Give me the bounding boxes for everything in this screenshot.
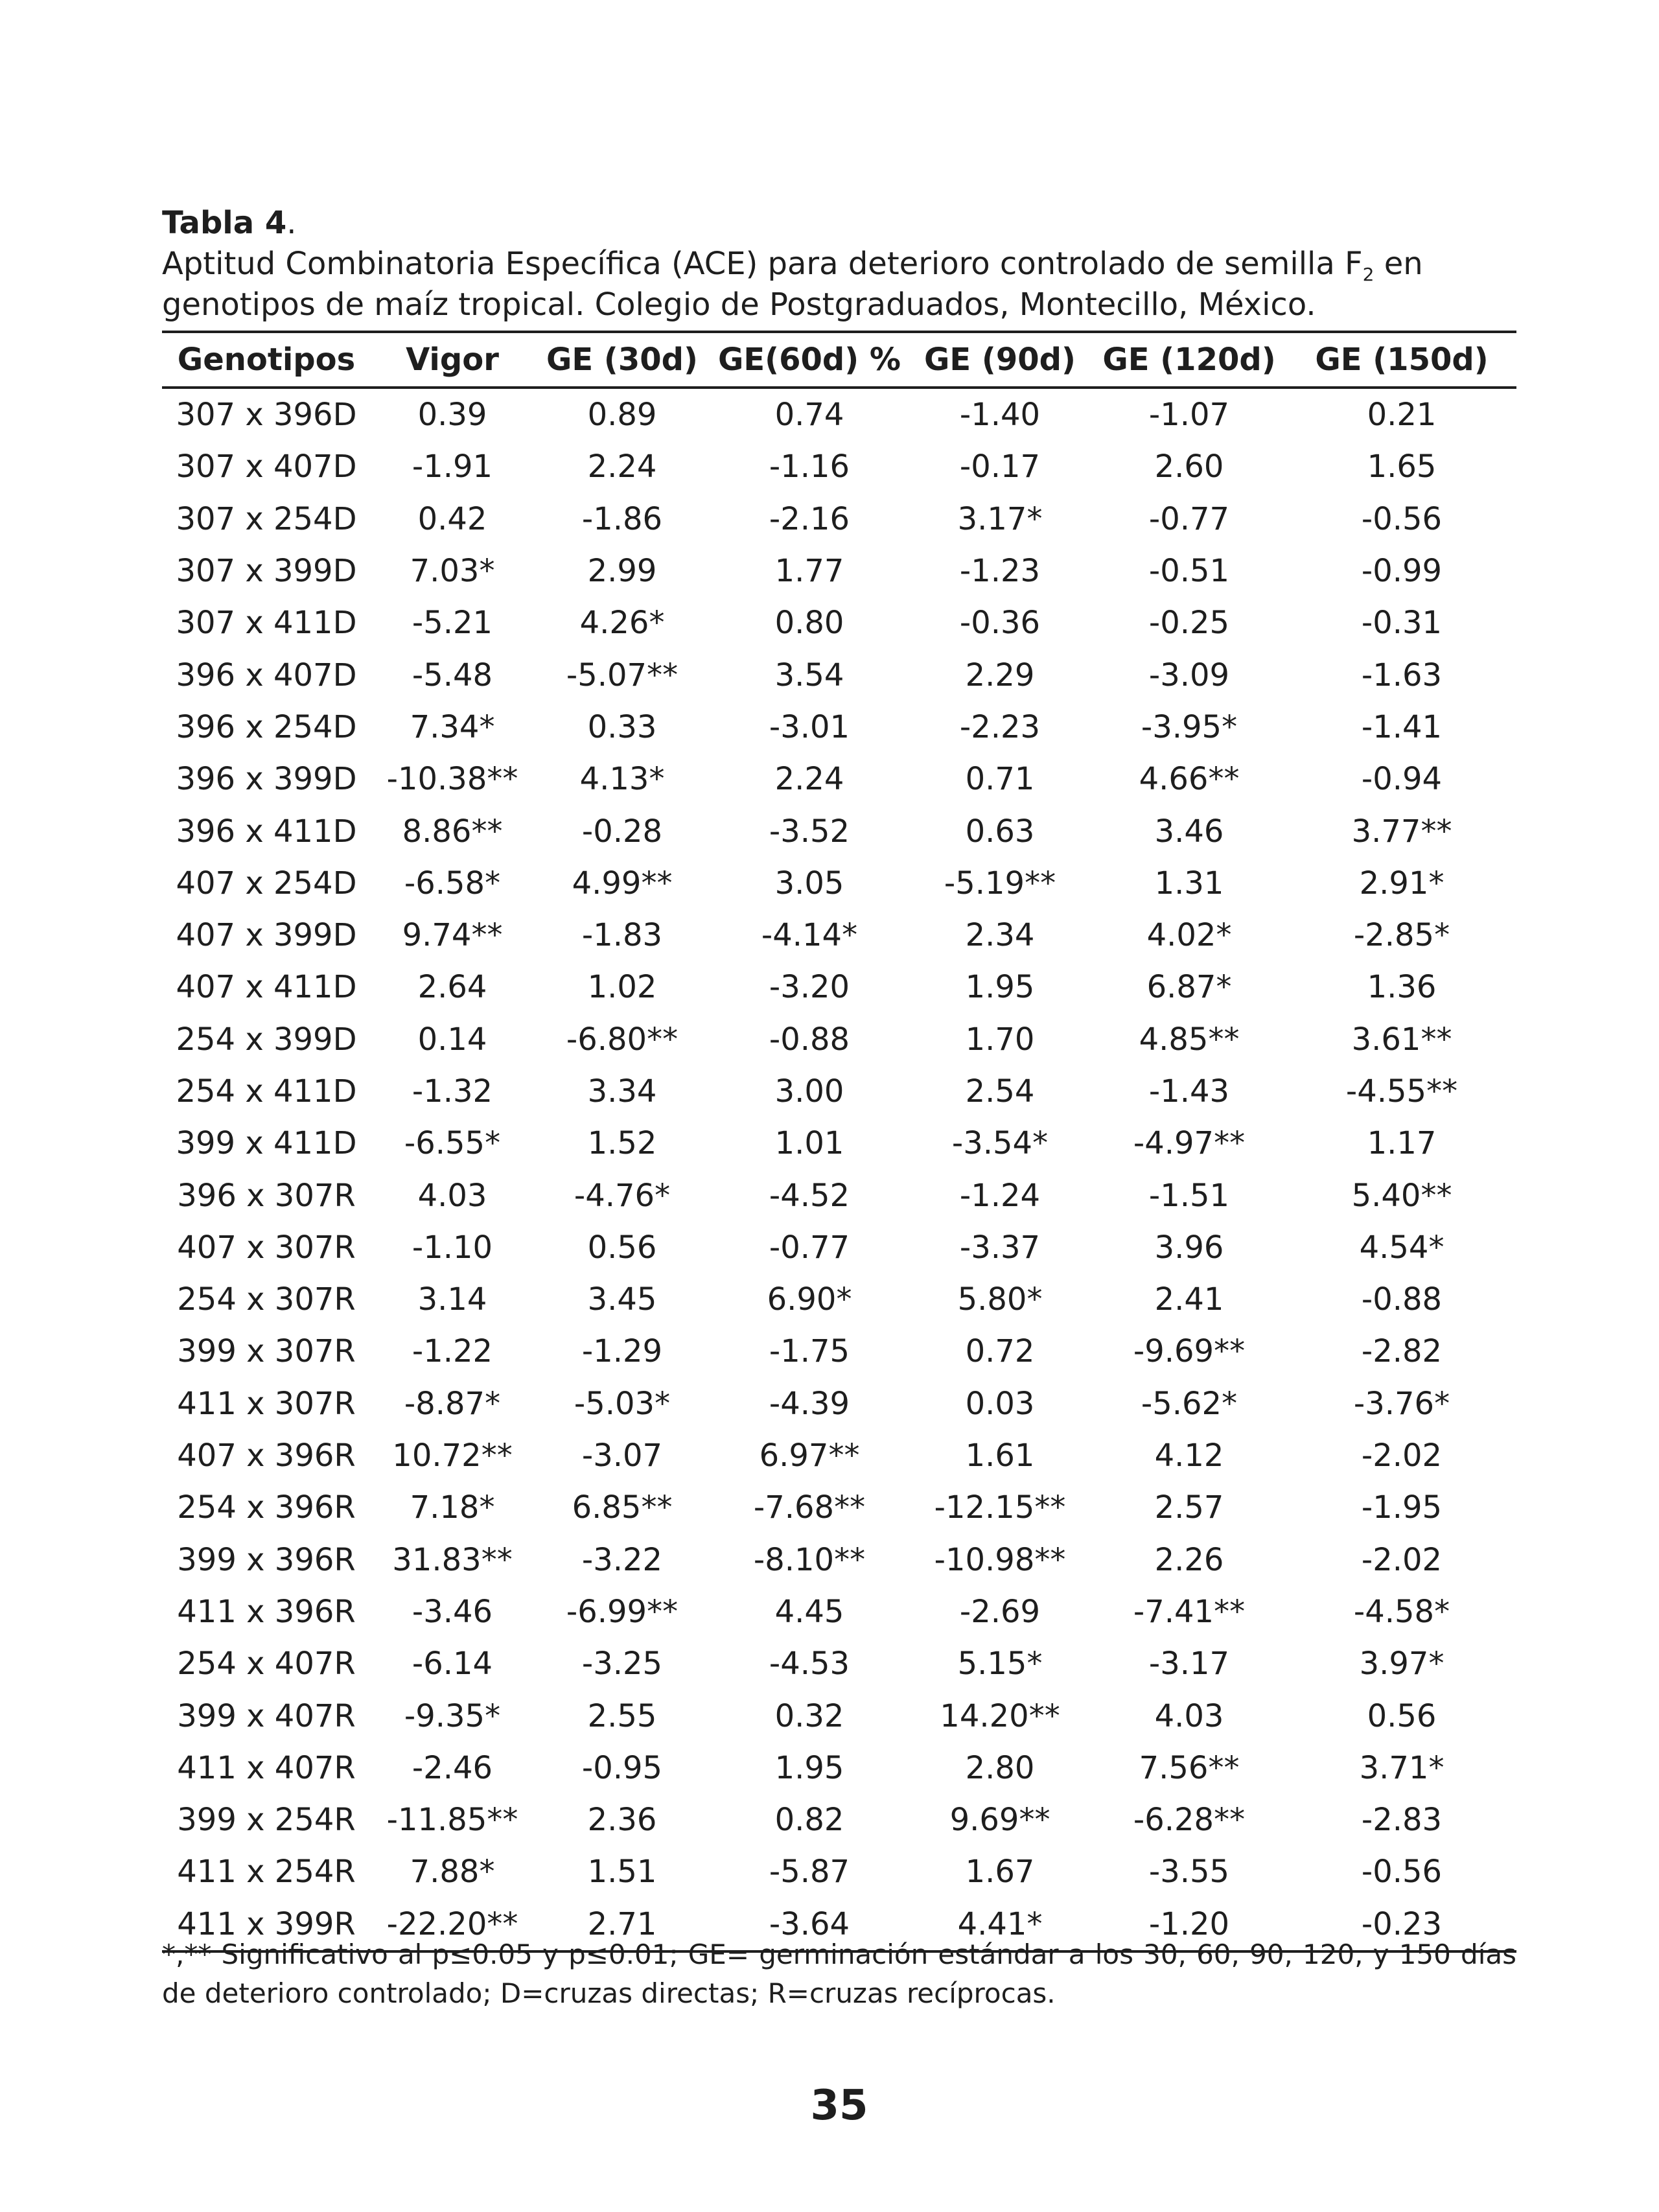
column-header: GE (150d) — [1287, 332, 1516, 388]
value-cell: -7.68** — [753, 1489, 866, 1526]
value-cell: -0.99 — [1361, 553, 1443, 590]
value-cell: -10.98** — [934, 1541, 1066, 1578]
value-cell: -3.64 — [710, 1898, 909, 1951]
value-cell: 0.72 — [965, 1333, 1035, 1370]
value-cell: -1.29 — [581, 1333, 663, 1370]
table-header-row — [162, 332, 1516, 388]
value-cell: -5.21 — [412, 605, 493, 642]
value-cell: -0.56 — [1361, 1854, 1443, 1891]
value-cell: -5.87 — [769, 1854, 850, 1891]
table-row — [162, 753, 1516, 805]
value-cell: 7.03* — [410, 553, 495, 590]
value-cell: -2.16 — [769, 500, 850, 537]
table-row — [162, 701, 1516, 753]
table-row — [162, 597, 1516, 649]
value-cell: -6.58* — [404, 865, 501, 902]
value-cell: 5.15* — [957, 1646, 1043, 1682]
value-cell: 0.03 — [965, 1385, 1035, 1422]
value-cell: 1.36 — [1367, 969, 1437, 1006]
value-cell: 1.67 — [965, 1854, 1035, 1891]
column-header: GE (90d) — [909, 332, 1091, 388]
value-cell: -4.39 — [769, 1385, 850, 1422]
results-table-container — [162, 331, 1516, 1953]
value-cell: 0.71 — [965, 761, 1035, 798]
table-number: Tabla 4 — [162, 205, 287, 241]
value-cell: -3.37 — [959, 1229, 1041, 1266]
value-cell: -0.95 — [581, 1749, 663, 1786]
value-cell: -10.38** — [386, 761, 518, 798]
genotype-cell: 407 x 254D — [176, 865, 357, 902]
value-cell: 4.85** — [1139, 1021, 1240, 1058]
table-row — [162, 1534, 1516, 1586]
value-cell: 0.56 — [1367, 1697, 1437, 1734]
value-cell: -1.22 — [412, 1333, 493, 1370]
genotype-cell: 396 x 307R — [177, 1177, 356, 1214]
table-caption — [162, 244, 1516, 325]
value-cell: -0.31 — [1361, 605, 1443, 642]
value-cell: -8.87* — [404, 1385, 501, 1422]
table-footnote: *,** Significativo al p≤0.05 y p≤0.01; GE= germinación estándar a los 30, 60, 90, 120, y 150 días de deterioro controlado; D=cruzas directas; R=cruzas recíprocas. — [162, 1938, 1516, 2009]
table-label — [162, 202, 297, 244]
value-cell: 3.00 — [774, 1073, 844, 1110]
value-cell: 2.91* — [1359, 865, 1444, 902]
genotype-cell: 307 x 411D — [176, 605, 357, 642]
value-cell: 6.85** — [572, 1489, 673, 1526]
table-row — [162, 1690, 1516, 1741]
results-table — [162, 331, 1516, 1953]
value-cell: 0.33 — [587, 708, 657, 745]
value-cell: 0.32 — [774, 1697, 844, 1734]
value-cell: 3.34 — [587, 1073, 657, 1110]
value-cell: -3.76* — [1353, 1385, 1450, 1422]
value-cell: 7.18* — [410, 1489, 495, 1526]
value-cell: -3.55 — [1148, 1854, 1230, 1891]
caption-subscript: 2 — [1362, 264, 1375, 285]
value-cell: 8.86** — [402, 813, 503, 850]
table-row — [162, 441, 1516, 493]
value-cell: -2.46 — [412, 1749, 493, 1786]
value-cell: -0.88 — [1361, 1281, 1443, 1318]
genotype-cell: 399 x 254R — [177, 1802, 356, 1839]
value-cell: -2.83 — [1361, 1802, 1443, 1839]
value-cell: 6.87* — [1146, 969, 1232, 1006]
value-cell: 4.66** — [1139, 761, 1240, 798]
table-row — [162, 1378, 1516, 1430]
value-cell: 4.26* — [579, 605, 665, 642]
genotype-cell: 254 x 399D — [176, 1021, 357, 1058]
value-cell: 10.72** — [392, 1438, 513, 1474]
table-label-period: . — [286, 205, 297, 241]
value-cell: -22.20** — [371, 1898, 534, 1951]
value-cell: 0.63 — [965, 813, 1035, 850]
value-cell: 2.24 — [774, 761, 844, 798]
value-cell: 3.17* — [957, 500, 1043, 537]
value-cell: -3.54* — [951, 1125, 1049, 1162]
column-header: GE (120d) — [1091, 332, 1287, 388]
column-header: Genotipos — [162, 332, 371, 388]
value-cell: -1.40 — [959, 397, 1041, 434]
value-cell: 2.29 — [965, 657, 1035, 693]
value-cell: -0.77 — [1148, 500, 1230, 537]
value-cell: 0.39 — [417, 397, 487, 434]
genotype-cell: 396 x 411D — [176, 813, 357, 850]
table-row — [162, 1325, 1516, 1377]
value-cell: -1.23 — [959, 553, 1041, 590]
value-cell: 2.55 — [587, 1697, 657, 1734]
value-cell: 7.88* — [410, 1854, 495, 1891]
value-cell: 9.69** — [949, 1802, 1050, 1839]
table-row — [162, 1065, 1516, 1117]
value-cell: -0.51 — [1148, 553, 1230, 590]
table-row — [162, 857, 1516, 909]
value-cell: 1.70 — [965, 1021, 1035, 1058]
value-cell: -1.86 — [581, 500, 663, 537]
value-cell: 4.02* — [1146, 917, 1232, 954]
value-cell: -3.25 — [581, 1646, 663, 1682]
value-cell: -8.10** — [753, 1541, 866, 1578]
caption-text-a: Aptitud Combinatoria Específica (ACE) para deterioro controlado de semilla F — [162, 246, 1363, 282]
column-header: GE(60d) % — [710, 332, 909, 388]
value-cell: -0.28 — [581, 813, 663, 850]
value-cell: -1.51 — [1148, 1177, 1230, 1214]
value-cell: 1.52 — [587, 1125, 657, 1162]
value-cell: -4.55** — [1345, 1073, 1458, 1110]
value-cell: -3.07 — [581, 1438, 663, 1474]
genotype-cell: 399 x 396R — [177, 1541, 356, 1578]
table-body — [162, 388, 1516, 1951]
table-row — [162, 1794, 1516, 1846]
value-cell: 4.45 — [774, 1593, 844, 1630]
value-cell: -3.20 — [769, 969, 850, 1006]
table-row — [162, 1742, 1516, 1794]
value-cell: -5.07** — [566, 657, 679, 693]
value-cell: 0.82 — [774, 1802, 844, 1839]
value-cell: -2.69 — [959, 1593, 1041, 1630]
value-cell: 4.54* — [1359, 1229, 1444, 1266]
genotype-cell: 396 x 399D — [176, 761, 357, 798]
value-cell: -6.55* — [404, 1125, 501, 1162]
value-cell: -3.52 — [769, 813, 850, 850]
value-cell: -4.97** — [1133, 1125, 1246, 1162]
value-cell: -4.14* — [761, 917, 858, 954]
value-cell: -3.46 — [412, 1593, 493, 1630]
value-cell: -1.32 — [412, 1073, 493, 1110]
page-number: 35 — [810, 2082, 868, 2130]
value-cell: 2.71 — [534, 1898, 710, 1951]
value-cell: 3.96 — [1154, 1229, 1224, 1266]
value-cell: -1.91 — [412, 448, 493, 485]
value-cell: -12.15** — [934, 1489, 1066, 1526]
value-cell: 3.54 — [774, 657, 844, 693]
value-cell: 2.24 — [587, 448, 657, 485]
value-cell: -1.43 — [1148, 1073, 1230, 1110]
value-cell: 2.26 — [1154, 1541, 1224, 1578]
value-cell: 3.05 — [774, 865, 844, 902]
value-cell: -1.83 — [581, 917, 663, 954]
value-cell: -2.02 — [1361, 1438, 1443, 1474]
value-cell: 2.64 — [417, 969, 487, 1006]
value-cell: -2.85* — [1353, 917, 1450, 954]
value-cell: 14.20** — [940, 1697, 1060, 1734]
value-cell: -1.63 — [1361, 657, 1443, 693]
table-row — [162, 1482, 1516, 1533]
table-row — [162, 545, 1516, 597]
value-cell: 2.99 — [587, 553, 657, 590]
value-cell: 3.45 — [587, 1281, 657, 1318]
value-cell: 0.89 — [587, 397, 657, 434]
value-cell: 2.57 — [1154, 1489, 1224, 1526]
value-cell: 3.14 — [417, 1281, 487, 1318]
value-cell: 3.77** — [1351, 813, 1452, 850]
table-row — [162, 1430, 1516, 1482]
value-cell: 1.95 — [965, 969, 1035, 1006]
value-cell: 0.21 — [1367, 397, 1437, 434]
value-cell: -9.35* — [404, 1697, 501, 1734]
value-cell: -0.36 — [959, 605, 1041, 642]
genotype-cell: 396 x 407D — [176, 657, 357, 693]
genotype-cell: 254 x 307R — [177, 1281, 356, 1318]
value-cell: 1.31 — [1154, 865, 1224, 902]
value-cell: -5.62* — [1141, 1385, 1238, 1422]
value-cell: -0.77 — [769, 1229, 850, 1266]
value-cell: 2.34 — [965, 917, 1035, 954]
value-cell: 0.74 — [774, 397, 844, 434]
value-cell: 4.03 — [1154, 1697, 1224, 1734]
table-row — [162, 961, 1516, 1013]
genotype-cell: 399 x 411D — [176, 1125, 357, 1162]
value-cell: -1.24 — [959, 1177, 1041, 1214]
value-cell: -3.17 — [1148, 1646, 1230, 1682]
value-cell: -2.23 — [959, 708, 1041, 745]
value-cell: 5.80* — [957, 1281, 1043, 1318]
table-row — [162, 909, 1516, 961]
value-cell: -11.85** — [386, 1802, 518, 1839]
value-cell: 0.14 — [417, 1021, 487, 1058]
table-row — [162, 1846, 1516, 1898]
value-cell: 0.80 — [774, 605, 844, 642]
value-cell: -4.53 — [769, 1646, 850, 1682]
table-row — [162, 1222, 1516, 1274]
table-row — [162, 1169, 1516, 1221]
value-cell: 3.61** — [1351, 1021, 1452, 1058]
value-cell: -1.41 — [1361, 708, 1443, 745]
table-row — [162, 1638, 1516, 1690]
value-cell: -5.03* — [574, 1385, 671, 1422]
value-cell: -1.95 — [1361, 1489, 1443, 1526]
value-cell: -4.52 — [769, 1177, 850, 1214]
genotype-cell: 254 x 396R — [177, 1489, 356, 1526]
table-row — [162, 1117, 1516, 1169]
genotype-cell: 399 x 307R — [177, 1333, 356, 1370]
value-cell: -2.82 — [1361, 1333, 1443, 1370]
value-cell: -9.69** — [1133, 1333, 1246, 1370]
genotype-cell: 407 x 399D — [176, 917, 357, 954]
value-cell: 4.03 — [417, 1177, 487, 1214]
value-cell: 2.36 — [587, 1802, 657, 1839]
genotype-cell: 411 x 254R — [177, 1854, 356, 1891]
table-row — [162, 805, 1516, 857]
value-cell: -6.28** — [1133, 1802, 1246, 1839]
value-cell: 2.54 — [965, 1073, 1035, 1110]
value-cell: 1.02 — [587, 969, 657, 1006]
value-cell: -2.02 — [1361, 1541, 1443, 1578]
table-row — [162, 1586, 1516, 1638]
value-cell: -6.80** — [566, 1021, 679, 1058]
caption-text-b: en genotipos de maíz tropical. Colegio de Postgraduados, Montecillo, México. — [162, 246, 1423, 323]
value-cell: -1.20 — [1091, 1898, 1287, 1951]
value-cell: -1.10 — [412, 1229, 493, 1266]
value-cell: -0.94 — [1361, 761, 1443, 798]
value-cell: 4.99** — [572, 865, 673, 902]
value-cell: -0.88 — [769, 1021, 850, 1058]
value-cell: 4.12 — [1154, 1438, 1224, 1474]
value-cell: 1.51 — [587, 1854, 657, 1891]
value-cell: -6.99** — [566, 1593, 679, 1630]
value-cell: 1.01 — [774, 1125, 844, 1162]
genotype-cell: 307 x 254D — [176, 500, 357, 537]
value-cell: 2.80 — [965, 1749, 1035, 1786]
genotype-cell: 399 x 407R — [177, 1697, 356, 1734]
table-row — [162, 388, 1516, 441]
value-cell: -5.19** — [944, 865, 1056, 902]
value-cell: 1.65 — [1367, 448, 1437, 485]
genotype-cell: 307 x 399D — [176, 553, 357, 590]
value-cell: 3.71* — [1359, 1749, 1444, 1786]
value-cell: -0.23 — [1287, 1898, 1516, 1951]
genotype-cell: 407 x 411D — [176, 969, 357, 1006]
value-cell: 4.13* — [579, 761, 665, 798]
value-cell: -1.07 — [1148, 397, 1230, 434]
genotype-cell: 411 x 396R — [177, 1593, 356, 1630]
table-row — [162, 649, 1516, 701]
value-cell: -1.16 — [769, 448, 850, 485]
genotype-cell: 407 x 307R — [177, 1229, 356, 1266]
table-row — [162, 1014, 1516, 1065]
genotype-cell: 307 x 396D — [176, 397, 357, 434]
genotype-cell: 254 x 407R — [177, 1646, 356, 1682]
value-cell: -0.56 — [1361, 500, 1443, 537]
value-cell: -3.09 — [1148, 657, 1230, 693]
value-cell: 1.95 — [774, 1749, 844, 1786]
value-cell: -3.01 — [769, 708, 850, 745]
value-cell: 9.74** — [402, 917, 503, 954]
value-cell: -0.17 — [959, 448, 1041, 485]
value-cell: -4.58* — [1353, 1593, 1450, 1630]
table-row — [162, 1274, 1516, 1325]
value-cell: 1.77 — [774, 553, 844, 590]
genotype-cell: 411 x 399R — [162, 1898, 371, 1951]
column-header: Vigor — [371, 332, 534, 388]
genotype-cell: 307 x 407D — [176, 448, 357, 485]
column-header: GE (30d) — [534, 332, 710, 388]
value-cell: -3.95* — [1141, 708, 1238, 745]
value-cell: -0.25 — [1148, 605, 1230, 642]
value-cell: -3.22 — [581, 1541, 663, 1578]
value-cell: 3.97* — [1359, 1646, 1444, 1682]
value-cell: -4.76* — [574, 1177, 671, 1214]
value-cell: 6.90* — [767, 1281, 852, 1318]
value-cell: -7.41** — [1133, 1593, 1246, 1630]
genotype-cell: 411 x 407R — [177, 1749, 356, 1786]
genotype-cell: 411 x 307R — [177, 1385, 356, 1422]
value-cell: 5.40** — [1351, 1177, 1452, 1214]
value-cell: 2.60 — [1154, 448, 1224, 485]
genotype-cell: 254 x 411D — [176, 1073, 357, 1110]
value-cell: 4.41* — [909, 1898, 1091, 1951]
value-cell: 3.46 — [1154, 813, 1224, 850]
value-cell: 1.61 — [965, 1438, 1035, 1474]
value-cell: 0.42 — [417, 500, 487, 537]
table-row — [162, 493, 1516, 545]
value-cell: -5.48 — [412, 657, 493, 693]
value-cell: 0.56 — [587, 1229, 657, 1266]
value-cell: -1.75 — [769, 1333, 850, 1370]
value-cell: 31.83** — [392, 1541, 513, 1578]
genotype-cell: 396 x 254D — [176, 708, 357, 745]
value-cell: -6.14 — [412, 1646, 493, 1682]
value-cell: 7.34* — [410, 708, 495, 745]
value-cell: 2.41 — [1154, 1281, 1224, 1318]
value-cell: 7.56** — [1139, 1749, 1240, 1786]
genotype-cell: 407 x 396R — [177, 1438, 356, 1474]
value-cell: 1.17 — [1367, 1125, 1437, 1162]
value-cell: 6.97** — [759, 1438, 860, 1474]
